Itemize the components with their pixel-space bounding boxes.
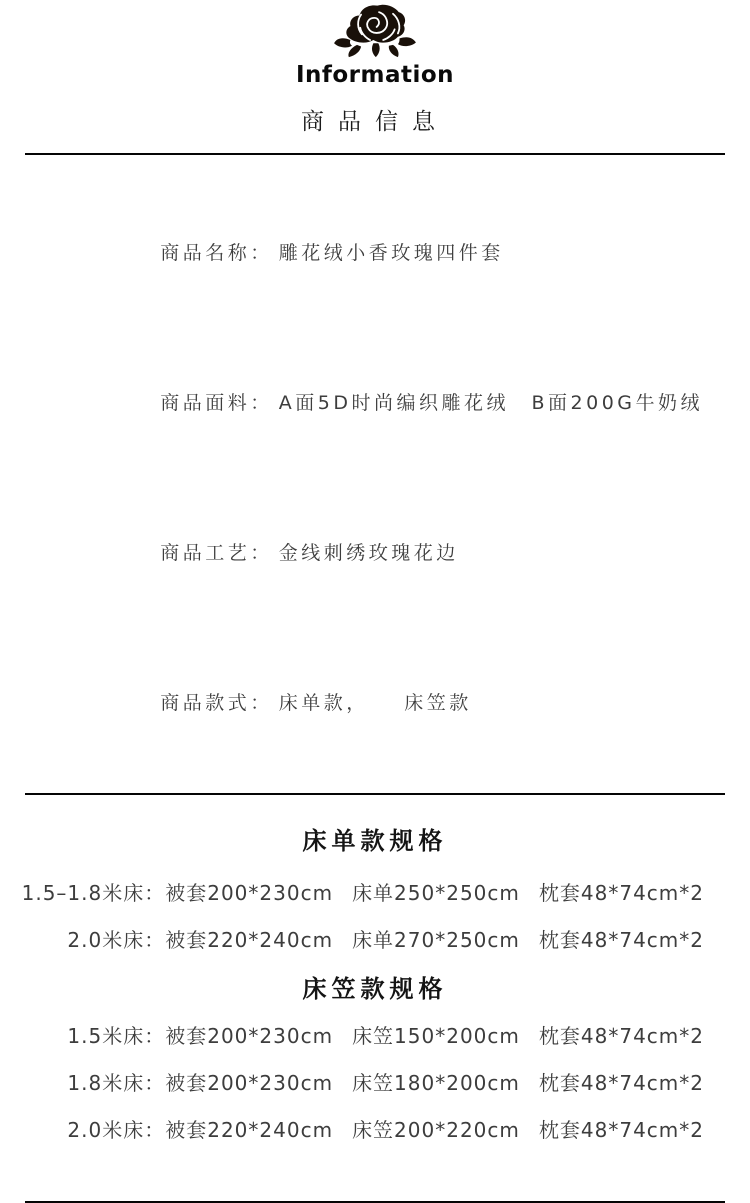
spec-duvet: 被套200*230cm: [165, 1024, 334, 1048]
product-info-list: [0, 178, 750, 778]
product-info-page: [0, 4, 750, 1142]
spec-heading-sheet: 床单款规格: [302, 827, 448, 855]
info-row-fabric: [103, 328, 750, 478]
divider-top: [25, 153, 725, 155]
spec-fitted: 床笠150*200cm: [352, 1024, 520, 1048]
spec-row: [0, 1060, 750, 1107]
info-value: 雕花绒小香玫瑰四件套: [278, 242, 504, 264]
spec-pillow: 枕套48*74cm*2: [538, 1118, 704, 1142]
spec-duvet: 被套200*230cm: [165, 881, 334, 905]
info-label: 商品款式：: [160, 692, 273, 714]
spec-label: 1.5–1.8米床：: [21, 881, 166, 905]
spec-label: 1.8米床：: [67, 1071, 166, 1095]
info-row-name: [103, 178, 750, 328]
spec-label: 1.5米床：: [67, 1024, 166, 1048]
rose-icon: [334, 4, 416, 58]
spec-row: [0, 1013, 750, 1060]
page-title-en: Information: [295, 62, 455, 88]
spec-row: [0, 917, 750, 964]
spec-duvet: 被套220*240cm: [165, 928, 334, 952]
spec-duvet: 被套220*240cm: [165, 1118, 334, 1142]
spec-fitted: 床笠180*200cm: [352, 1071, 520, 1095]
info-row-style: [103, 628, 750, 778]
spec-sheet: 床单250*250cm: [352, 881, 520, 905]
info-row-craft: [103, 478, 750, 628]
spec-pillow: 枕套48*74cm*2: [538, 1024, 704, 1048]
spec-label: 2.0米床：: [67, 928, 166, 952]
divider-middle: [25, 793, 725, 795]
info-value: 金线刺绣玫瑰花边: [278, 542, 459, 564]
info-value: A面5D时尚编织雕花绒 B面200G牛奶绒: [278, 392, 704, 414]
spec-sheet: 床单270*250cm: [352, 928, 520, 952]
spec-row: [0, 870, 750, 917]
spec-pillow: 枕套48*74cm*2: [538, 928, 704, 952]
spec-duvet: 被套200*230cm: [165, 1071, 334, 1095]
info-label: 商品工艺：: [160, 542, 273, 564]
spec-pillow: 枕套48*74cm*2: [538, 1071, 704, 1095]
info-label: 商品面料：: [160, 392, 273, 414]
spec-label: 2.0米床：: [67, 1118, 166, 1142]
spec-row: [0, 1107, 750, 1154]
spec-pillow: 枕套48*74cm*2: [538, 881, 704, 905]
page-title-zh: 商品信息: [301, 109, 449, 135]
spec-fitted: 床笠200*220cm: [352, 1118, 520, 1142]
spec-heading-fitted: 床笠款规格: [302, 975, 448, 1003]
info-value: 床单款， 床笠款: [278, 692, 472, 714]
info-label: 商品名称：: [160, 242, 273, 264]
